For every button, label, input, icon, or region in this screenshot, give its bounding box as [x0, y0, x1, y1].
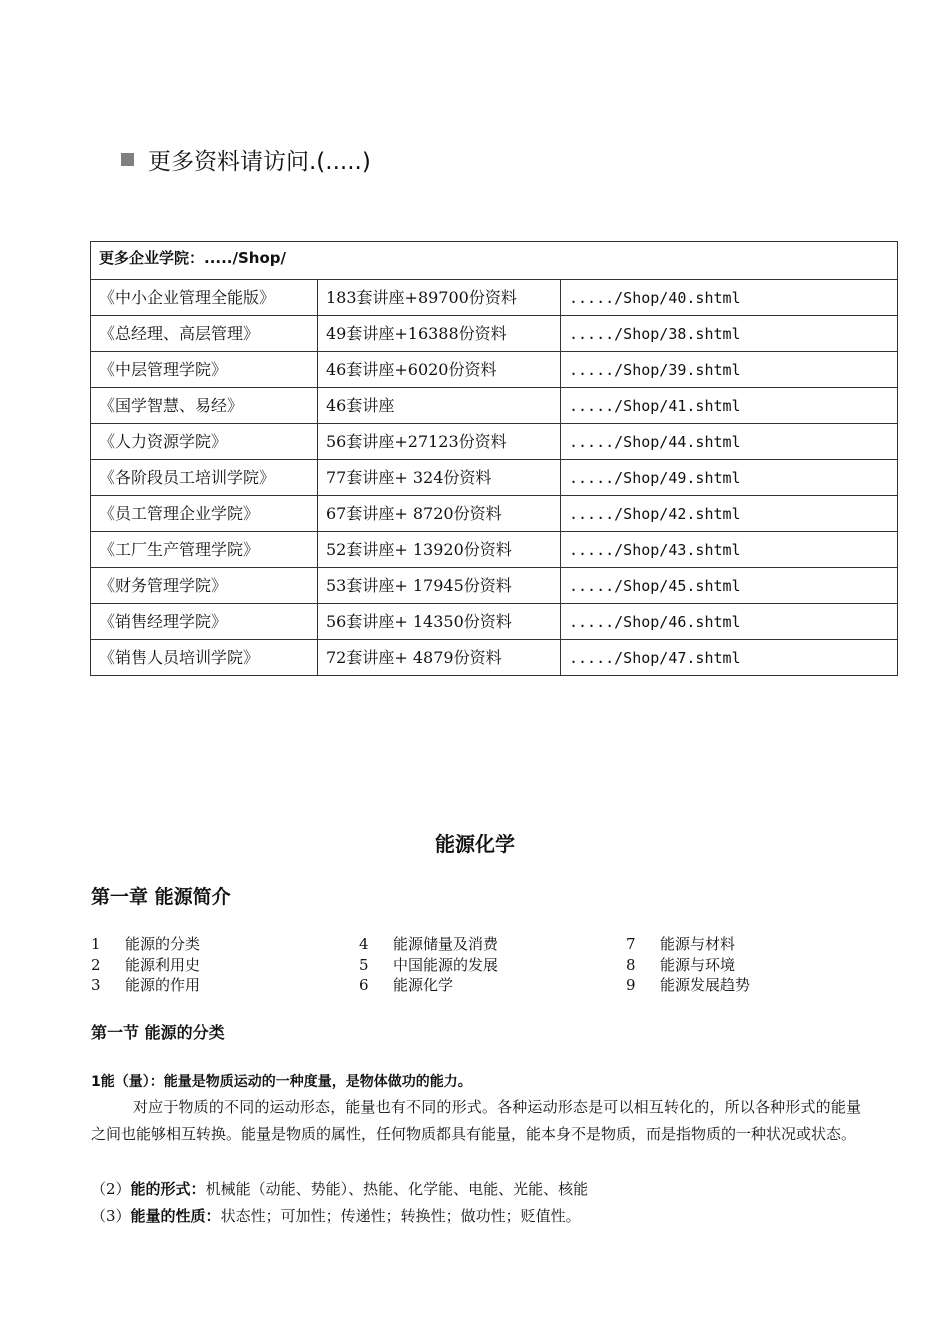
course-name-cell: 《员工管理企业学院》 — [91, 496, 318, 532]
course-url-cell[interactable]: ...../Shop/45.shtml — [561, 568, 898, 604]
table-row — [91, 460, 898, 496]
toc-item: 6 能源化学 — [359, 976, 454, 994]
table-row — [91, 352, 898, 388]
course-desc-cell: 53套讲座+ 17945份资料 — [318, 568, 561, 604]
square-bullet-icon — [121, 153, 134, 166]
course-desc-cell: 77套讲座+ 324份资料 — [318, 460, 561, 496]
table-header: 更多企业学院：...../Shop/ — [91, 242, 898, 280]
course-url-cell[interactable]: ...../Shop/41.shtml — [561, 388, 898, 424]
table-row — [91, 604, 898, 640]
chapter-heading: 第一章 能源简介 — [91, 886, 231, 908]
energy-definition — [91, 1071, 472, 1091]
visit-text: 更多资料请访问.(.....) — [148, 149, 371, 175]
course-url-cell[interactable]: ...../Shop/40.shtml — [561, 280, 898, 316]
page-title: 能源化学 — [435, 832, 515, 856]
course-desc-cell: 49套讲座+16388份资料 — [318, 316, 561, 352]
course-url-cell[interactable]: ...../Shop/38.shtml — [561, 316, 898, 352]
course-name-cell: 《销售经理学院》 — [91, 604, 318, 640]
energy-properties-line: （3）能量的性质：状态性；可加性；传递性；转换性；做功性；贬值性。 — [91, 1207, 581, 1225]
course-desc-cell: 46套讲座+6020份资料 — [318, 352, 561, 388]
course-url-cell[interactable]: ...../Shop/43.shtml — [561, 532, 898, 568]
course-name-cell: 《销售人员培训学院》 — [91, 640, 318, 676]
toc-item: 2 能源利用史 — [91, 955, 201, 974]
course-name-cell: 《工厂生产管理学院》 — [91, 532, 318, 568]
table-row — [91, 424, 898, 460]
course-url-cell[interactable]: ...../Shop/49.shtml — [561, 460, 898, 496]
course-url-cell[interactable]: ...../Shop/47.shtml — [561, 640, 898, 676]
table-row — [91, 532, 898, 568]
course-desc-cell: 72套讲座+ 4879份资料 — [318, 640, 561, 676]
course-desc-cell: 183套讲座+89700份资料 — [318, 280, 561, 316]
table-row — [91, 388, 898, 424]
table-header-row — [91, 242, 898, 280]
definition-text: 1能（量）：能量是物质运动的一种度量，是物体做功的能力。 — [91, 1074, 472, 1090]
table-row — [91, 640, 898, 676]
course-desc-cell: 46套讲座 — [318, 388, 561, 424]
course-name-cell: 《中小企业管理全能版》 — [91, 280, 318, 316]
table-row — [91, 280, 898, 316]
energy-forms-line: （2）能的形式：机械能（动能、势能）、热能、化学能、电能、光能、核能 — [91, 1180, 589, 1198]
course-name-cell: 《中层管理学院》 — [91, 352, 318, 388]
course-name-cell: 《总经理、高层管理》 — [91, 316, 318, 352]
course-desc-cell: 56套讲座+ 14350份资料 — [318, 604, 561, 640]
table-row — [91, 568, 898, 604]
course-name-cell: 《各阶段员工培训学院》 — [91, 460, 318, 496]
table-row — [91, 496, 898, 532]
toc-item: 7 能源与材料 — [626, 935, 736, 953]
toc-column-3 — [626, 934, 750, 996]
course-desc-cell: 67套讲座+ 8720份资料 — [318, 496, 561, 532]
toc-item: 3 能源的作用 — [91, 976, 201, 994]
course-url-cell[interactable]: ...../Shop/39.shtml — [561, 352, 898, 388]
toc-item: 5 中国能源的发展 — [359, 955, 499, 974]
section-heading: 第一节 能源的分类 — [91, 1023, 225, 1042]
table-row — [91, 316, 898, 352]
course-url-cell[interactable]: ...../Shop/42.shtml — [561, 496, 898, 532]
course-name-cell: 《人力资源学院》 — [91, 424, 318, 460]
toc-item: 8 能源与环境 — [626, 955, 736, 974]
course-url-cell[interactable]: ...../Shop/44.shtml — [561, 424, 898, 460]
course-desc-cell: 56套讲座+27123份资料 — [318, 424, 561, 460]
course-name-cell: 《国学智慧、易经》 — [91, 388, 318, 424]
body-paragraph: 对应于物质的不同的运动形态，能量也有不同的形式。各种运动形态是可以相互转化的，所以各种形式的能量之间也能够相互转换。能量是物质的属性，任何物质都具有能量，能本身不是物质，而是指物质的一种状况或状态。 — [91, 1098, 861, 1143]
visit-banner — [121, 143, 371, 176]
toc-column-1 — [91, 934, 200, 996]
course-desc-cell: 52套讲座+ 13920份资料 — [318, 532, 561, 568]
course-url-cell[interactable]: ...../Shop/46.shtml — [561, 604, 898, 640]
toc-item: 1 能源的分类 — [91, 935, 201, 953]
toc-item: 4 能源储量及消费 — [359, 935, 499, 953]
toc-item: 9 能源发展趋势 — [626, 976, 751, 994]
course-name-cell: 《财务管理学院》 — [91, 568, 318, 604]
shop-table — [90, 241, 898, 676]
toc-column-2 — [359, 934, 498, 996]
